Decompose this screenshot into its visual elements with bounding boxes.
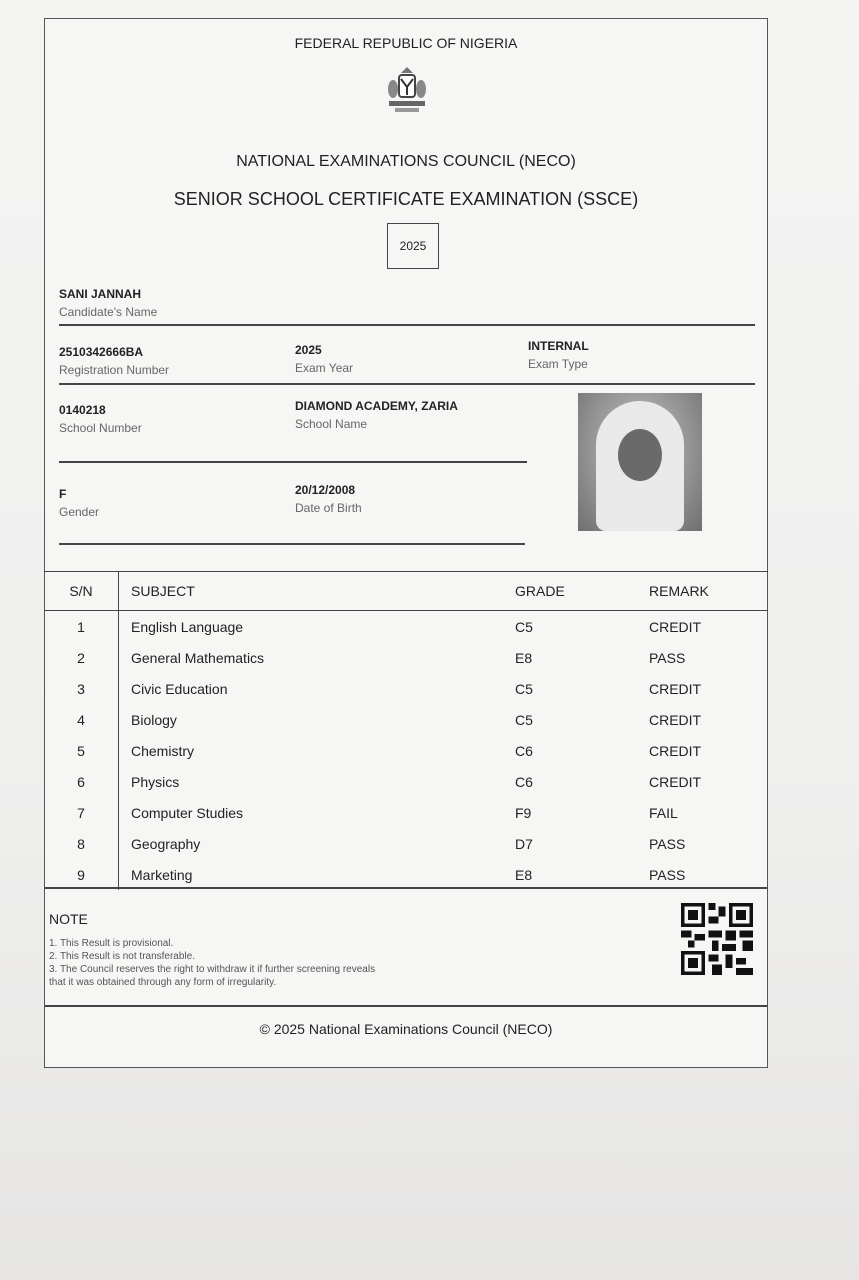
dob-field xyxy=(295,483,362,515)
country-title: FEDERAL REPUBLIC OF NIGERIA xyxy=(294,35,518,51)
divider xyxy=(59,543,525,545)
subject-cell: Civic Education xyxy=(131,680,228,697)
sn-cell: 2 xyxy=(44,642,119,673)
divider xyxy=(59,383,755,385)
copyright-footer: © 2025 National Examinations Council (NECO) xyxy=(259,1021,553,1037)
gender: F xyxy=(59,487,67,501)
remark-cell: PASS xyxy=(649,649,686,666)
school-name-label: School Name xyxy=(295,417,368,431)
subject-cell: General Mathematics xyxy=(131,649,265,666)
sn-cell: 4 xyxy=(44,704,119,735)
school-name: DIAMOND ACADEMY, ZARIA xyxy=(295,399,458,413)
gender-field xyxy=(59,487,99,519)
divider xyxy=(59,324,755,326)
date-of-birth: 20/12/2008 xyxy=(295,483,356,497)
grade-cell: C6 xyxy=(515,773,533,790)
registration-label: Registration Number xyxy=(59,363,170,377)
qr-code-icon xyxy=(681,903,753,975)
table-row xyxy=(44,766,768,797)
table-row xyxy=(44,642,768,673)
sn-cell: 1 xyxy=(44,611,119,643)
header-subject: SUBJECT xyxy=(119,572,504,611)
subject-cell: Biology xyxy=(131,711,177,728)
remark-cell: PASS xyxy=(649,835,686,852)
sn-cell: 7 xyxy=(44,797,119,828)
subject-cell: English Language xyxy=(131,618,244,635)
exam-title: SENIOR SCHOOL CERTIFICATE EXAMINATION (SSCE) xyxy=(173,189,639,209)
header-sn: S/N xyxy=(44,572,119,611)
divider xyxy=(45,887,767,889)
note-item: 2. This Result is not transferable. xyxy=(49,951,195,962)
gender-label: Gender xyxy=(59,505,100,519)
grade-cell: E8 xyxy=(515,649,533,666)
remark-cell: CREDIT xyxy=(649,618,702,635)
results-table xyxy=(44,571,768,890)
remark-cell: CREDIT xyxy=(649,742,702,759)
candidate-name-field xyxy=(59,287,157,319)
table-row xyxy=(44,828,768,859)
note-item: 1. This Result is provisional. xyxy=(49,938,174,949)
exam-year-field xyxy=(295,343,353,375)
exam-year: 2025 xyxy=(295,343,322,357)
subject-cell: Marketing xyxy=(131,866,193,883)
subject-cell: Geography xyxy=(131,835,201,852)
exam-type: INTERNAL xyxy=(528,339,589,353)
table-header-row xyxy=(44,572,768,611)
table-row xyxy=(44,673,768,704)
school-number: 0140218 xyxy=(59,403,106,417)
candidate-name-label: Candidate's Name xyxy=(59,305,158,319)
remark-cell: PASS xyxy=(649,866,686,883)
header-grade: GRADE xyxy=(503,572,637,611)
dob-label: Date of Birth xyxy=(295,501,362,515)
school-number-field xyxy=(59,403,142,435)
grade-cell: F9 xyxy=(515,804,532,821)
registration-number: 2510342666BA xyxy=(59,345,144,359)
header-remark: REMARK xyxy=(637,572,768,611)
remark-cell: CREDIT xyxy=(649,773,702,790)
exam-type-field xyxy=(528,339,589,371)
divider xyxy=(45,1005,767,1007)
sn-cell: 6 xyxy=(44,766,119,797)
sn-cell: 3 xyxy=(44,673,119,704)
result-slip xyxy=(44,18,768,1068)
remark-cell: FAIL xyxy=(649,804,678,821)
candidate-photo xyxy=(578,393,702,531)
coat-of-arms-icon xyxy=(387,67,427,117)
council-title: NATIONAL EXAMINATIONS COUNCIL (NECO) xyxy=(236,153,576,170)
exam-type-label: Exam Type xyxy=(528,357,588,371)
grade-cell: C5 xyxy=(515,618,533,635)
note-item: 3. The Council reserves the right to withdraw it if further screening reveals xyxy=(49,964,376,975)
table-row xyxy=(44,859,768,890)
note-item: that it was obtained through any form of irregularity. xyxy=(49,977,277,988)
sn-cell: 9 xyxy=(44,859,119,890)
year-box: 2025 xyxy=(387,223,439,269)
grade-cell: C5 xyxy=(515,711,533,728)
registration-field xyxy=(59,345,169,377)
subject-cell: Chemistry xyxy=(131,742,195,759)
remark-cell: CREDIT xyxy=(649,711,702,728)
candidate-name: SANI JANNAH xyxy=(59,287,142,301)
grade-cell: D7 xyxy=(515,835,533,852)
grade-cell: C6 xyxy=(515,742,533,759)
exam-year-label: Exam Year xyxy=(295,361,354,375)
remark-cell: CREDIT xyxy=(649,680,702,697)
grade-cell: C5 xyxy=(515,680,533,697)
note-title: NOTE xyxy=(49,911,88,927)
subject-cell: Physics xyxy=(131,773,180,790)
sn-cell: 5 xyxy=(44,735,119,766)
school-name-field xyxy=(295,399,458,431)
subject-cell: Computer Studies xyxy=(131,804,244,821)
grade-cell: E8 xyxy=(515,866,533,883)
table-row xyxy=(44,735,768,766)
school-number-label: School Number xyxy=(59,421,142,435)
table-row xyxy=(44,797,768,828)
table-row xyxy=(44,611,768,643)
sn-cell: 8 xyxy=(44,828,119,859)
table-row xyxy=(44,704,768,735)
note-list xyxy=(45,937,375,989)
divider xyxy=(59,461,527,463)
